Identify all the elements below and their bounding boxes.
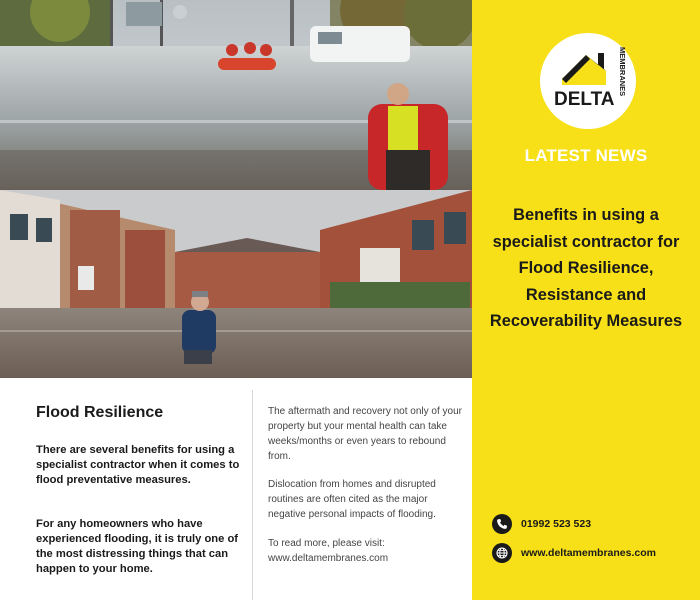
globe-icon — [492, 543, 512, 563]
phone-number[interactable]: 01992 523 523 — [521, 518, 592, 530]
latest-news-label: LATEST NEWS — [524, 146, 648, 165]
phone-contact[interactable] — [492, 514, 591, 534]
phone-icon — [492, 514, 512, 534]
read-more-label: To read more, please visit: — [268, 538, 385, 549]
intro-paragraph: There are several benefits for using a specialist contractor when it comes to flood preventative measures. — [36, 444, 240, 486]
delta-membranes-logo — [540, 33, 636, 129]
read-more-paragraph — [268, 536, 464, 566]
logo-wordmark: DELTA — [554, 89, 615, 110]
aftermath-paragraph: The aftermath and recovery not only of your property but your mental health can take weeks/months or even years to rebound from. — [268, 406, 462, 462]
website-contact[interactable] — [492, 543, 656, 563]
article-title: Benefits in using a specialist contractor for Flood Resilience, Resistance and Recoverability Measures — [489, 206, 683, 330]
read-more-link[interactable]: www.deltamembranes.com — [268, 553, 389, 564]
section-heading: Flood Resilience — [36, 404, 164, 421]
dislocation-paragraph: Dislocation from homes and disrupted routines are often cited as the major negative personal impacts of flooding. — [268, 479, 436, 520]
column-divider — [252, 390, 253, 600]
logo-subtext: MEMBRANES — [618, 47, 627, 97]
website-url[interactable]: www.deltamembranes.com — [521, 547, 656, 559]
flooded-road-photo — [0, 0, 472, 190]
flooded-street-photo — [0, 190, 472, 378]
homeowner-paragraph: For any homeowners who have experienced flooding, it is truly one of the most distressing things that can happen to your home. — [36, 518, 239, 575]
